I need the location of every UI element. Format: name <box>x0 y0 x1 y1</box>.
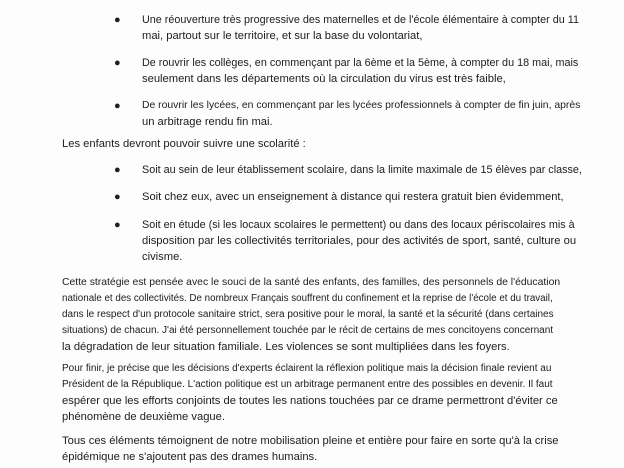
paragraph-strategie <box>62 275 560 355</box>
bullet-text <box>142 12 582 44</box>
text-line: Tous ces éléments témoignent de notre mobilisation pleine et entière pour faire en sorte qu'à la crise <box>62 435 559 447</box>
text-line: Soit au sein de leur établissement scolaire, dans la limite maximale de 15 élèves par classe, <box>142 164 582 176</box>
bullet-dot: ● <box>114 100 121 112</box>
text-line: un arbitrage rendu fin mai. <box>142 116 273 128</box>
text-line: dans le respect d'un protocole sanitaire strict, sera positive pour le moral, la santé et la sécurité (dans certaines <box>62 309 554 320</box>
text-line: phénomène de deuxième vague. <box>62 411 225 423</box>
text-line: Soit chez eux, avec un enseignement à distance qui restera gratuit bien évidemment, <box>142 191 564 203</box>
bullet-dot: ● <box>114 164 121 176</box>
bullet-dot: ● <box>114 191 121 203</box>
text-line: la dégradation de leur situation familiale. Les violences se sont multipliées dans les foyers. <box>62 341 510 353</box>
bullet-text <box>142 217 582 265</box>
text-line: nationale et des collectivités. De nombreux Français souffrent du confinement et la reprise de l'école et du travail, <box>62 293 553 304</box>
text-line: Cette stratégie est pensée avec le souci de la santé des enfants, des familles, des personnels de l'éducation <box>62 277 561 288</box>
text-line: espérer que les efforts conjoints de toutes les nations touchées par ce drame permettront d'éviter ce <box>62 395 558 407</box>
text-line: Soit en étude (si les locaux scolaires le permettent) ou dans des locaux périscolaires mis à <box>142 219 575 231</box>
bullet-dot: ● <box>114 14 121 26</box>
paragraph-pour-finir <box>62 361 560 425</box>
bullet-text <box>142 55 582 87</box>
text-line: civisme. <box>142 251 183 263</box>
bullet-text <box>142 189 582 205</box>
text-line: Président de la République. L'action politique est un arbitrage permanent entre des possibles en devenir. Il faut <box>62 379 553 390</box>
text-line: disposition par les collectivités territoriales, pour des activités de sport, santé, culture ou <box>142 235 577 247</box>
text-line: Pour finir, je précise que les décisions d'experts éclairent la réflexion politique mais la décision finale revient au <box>62 363 552 374</box>
paragraph-elements <box>62 433 560 465</box>
bullet-dot: ● <box>114 219 121 231</box>
bullet-dot: ● <box>114 57 121 69</box>
text-line: Les enfants devront pouvoir suivre une scolarité : <box>62 138 306 150</box>
bullet-text <box>142 162 582 178</box>
text-line: Une réouverture très progressive des maternelles et de l'école élémentaire à compter du 11 <box>142 14 579 26</box>
text-line: De rouvrir les lycées, en commençant par les lycées professionnels à compter de fin juin, après <box>142 100 581 111</box>
intro-line <box>62 136 560 152</box>
text-line: De rouvrir les collèges, en commençant par la 6ème et la 5ème, à compter du 18 mai, mais <box>142 57 579 69</box>
text-line: seulement dans les départements où la circulation du virus est très faible, <box>142 73 506 85</box>
text-line: mai, partout sur le territoire, et sur la base du volontariat, <box>142 30 423 42</box>
text-line: situations) de chacun. J'ai été personnellement touchée par le récit de certains de mes concitoyens concernant <box>62 325 554 336</box>
bullet-text <box>142 98 582 130</box>
text-line: épidémique ne s'ajoutent pas des drames humains. <box>62 451 318 463</box>
